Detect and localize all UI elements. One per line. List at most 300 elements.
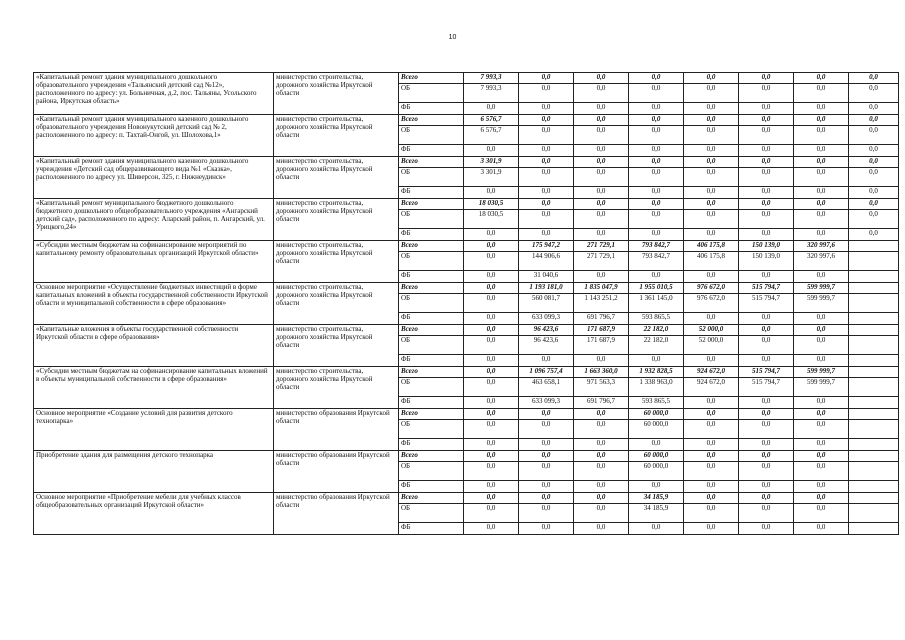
amount-cell: 0,0 — [684, 168, 739, 187]
amount-cell — [849, 336, 899, 355]
funding-source: ФБ — [399, 229, 464, 241]
funding-source: ФБ — [399, 103, 464, 115]
amount-cell: 0,0 — [519, 115, 574, 126]
funding-source: Всего — [399, 409, 464, 420]
amount-cell: 0,0 — [739, 115, 794, 126]
amount-cell: 0,0 — [519, 451, 574, 462]
amount-cell: 0,0 — [574, 84, 629, 103]
amount-cell: 171 687,9 — [574, 325, 629, 336]
amount-cell: 0,0 — [684, 462, 739, 481]
funding-source: ОБ — [399, 210, 464, 229]
funding-source: ОБ — [399, 336, 464, 355]
amount-cell: 0,0 — [629, 73, 684, 84]
amount-cell: 0,0 — [574, 439, 629, 451]
amount-cell: 320 997,6 — [794, 252, 849, 271]
amount-cell: 0,0 — [739, 157, 794, 168]
amount-cell: 0,0 — [739, 73, 794, 84]
amount-cell: 0,0 — [684, 145, 739, 157]
amount-cell: 96 423,6 — [519, 336, 574, 355]
amount-cell: 599 999,7 — [794, 283, 849, 294]
table-row — [34, 493, 899, 504]
amount-cell: 793 842,7 — [629, 252, 684, 271]
amount-cell: 0,0 — [684, 397, 739, 409]
amount-cell: 0,0 — [849, 73, 899, 84]
amount-cell — [849, 378, 899, 397]
amount-cell: 0,0 — [519, 199, 574, 210]
amount-cell: 0,0 — [794, 325, 849, 336]
amount-cell: 691 796,7 — [574, 397, 629, 409]
amount-cell: 0,0 — [739, 355, 794, 367]
amount-cell: 0,0 — [849, 168, 899, 187]
amount-cell: 515 794,7 — [739, 378, 794, 397]
amount-cell: 0,0 — [794, 187, 849, 199]
amount-cell: 18 030,5 — [464, 199, 519, 210]
amount-cell: 0,0 — [464, 271, 519, 283]
amount-cell: 3 301,9 — [464, 168, 519, 187]
funding-source: Всего — [399, 283, 464, 294]
amount-cell: 0,0 — [684, 420, 739, 439]
amount-cell: 0,0 — [794, 504, 849, 523]
amount-cell: 0,0 — [629, 229, 684, 241]
executor-name: министерство строительства, дорожного хозяйства Иркутской области — [274, 115, 399, 157]
amount-cell: 0,0 — [794, 73, 849, 84]
amount-cell: 0,0 — [849, 145, 899, 157]
amount-cell: 6 576,7 — [464, 126, 519, 145]
amount-cell: 0,0 — [794, 145, 849, 157]
amount-cell: 0,0 — [519, 409, 574, 420]
amount-cell: 1 096 757,4 — [519, 367, 574, 378]
amount-cell — [849, 504, 899, 523]
amount-cell: 691 796,7 — [574, 313, 629, 325]
amount-cell: 0,0 — [629, 271, 684, 283]
amount-cell — [849, 355, 899, 367]
funding-source: Всего — [399, 115, 464, 126]
amount-cell: 0,0 — [464, 294, 519, 313]
activity-description: Основное мероприятие «Создание условий для развития детского технопарка» — [34, 409, 274, 451]
amount-cell: 0,0 — [794, 420, 849, 439]
amount-cell: 60 000,0 — [629, 462, 684, 481]
amount-cell — [849, 420, 899, 439]
amount-cell: 0,0 — [519, 462, 574, 481]
amount-cell: 0,0 — [849, 115, 899, 126]
amount-cell — [849, 283, 899, 294]
activity-description: «Капитальный ремонт здания муниципального казенного дошкольного образовательного учреждения Новонукутский детский сад № 2, расположенного по адресу: п. Тахтай-Онгой, ул. Шолохова,1» — [34, 115, 274, 157]
amount-cell: 0,0 — [574, 462, 629, 481]
amount-cell: 0,0 — [794, 451, 849, 462]
amount-cell — [849, 439, 899, 451]
amount-cell: 0,0 — [849, 187, 899, 199]
amount-cell: 0,0 — [794, 462, 849, 481]
amount-cell: 52 000,0 — [684, 336, 739, 355]
amount-cell: 34 185,9 — [629, 493, 684, 504]
amount-cell: 1 361 145,0 — [629, 294, 684, 313]
amount-cell: 0,0 — [794, 157, 849, 168]
amount-cell: 0,0 — [739, 126, 794, 145]
funding-source: ФБ — [399, 145, 464, 157]
amount-cell — [849, 367, 899, 378]
amount-cell: 0,0 — [464, 325, 519, 336]
amount-cell: 0,0 — [684, 229, 739, 241]
amount-cell: 0,0 — [574, 210, 629, 229]
funding-source: ОБ — [399, 168, 464, 187]
amount-cell: 0,0 — [519, 157, 574, 168]
funding-source: ФБ — [399, 481, 464, 493]
amount-cell: 793 842,7 — [629, 241, 684, 252]
funding-source: ОБ — [399, 462, 464, 481]
amount-cell: 0,0 — [849, 103, 899, 115]
executor-name: министерство строительства, дорожного хозяйства Иркутской области — [274, 157, 399, 199]
amount-cell: 0,0 — [684, 271, 739, 283]
amount-cell: 0,0 — [849, 199, 899, 210]
amount-cell: 0,0 — [629, 355, 684, 367]
funding-source: ФБ — [399, 355, 464, 367]
amount-cell: 1 932 828,5 — [629, 367, 684, 378]
amount-cell — [849, 397, 899, 409]
amount-cell: 515 794,7 — [739, 283, 794, 294]
amount-cell: 0,0 — [629, 103, 684, 115]
funding-source: Всего — [399, 493, 464, 504]
amount-cell: 175 947,2 — [519, 241, 574, 252]
amount-cell — [849, 451, 899, 462]
amount-cell: 34 185,9 — [629, 504, 684, 523]
amount-cell: 1 663 360,0 — [574, 367, 629, 378]
amount-cell: 0,0 — [464, 145, 519, 157]
funding-source: ОБ — [399, 84, 464, 103]
amount-cell — [849, 481, 899, 493]
amount-cell — [849, 294, 899, 313]
amount-cell: 0,0 — [519, 187, 574, 199]
amount-cell: 0,0 — [464, 420, 519, 439]
amount-cell: 0,0 — [684, 451, 739, 462]
amount-cell: 52 000,0 — [684, 325, 739, 336]
amount-cell: 1 143 251,2 — [574, 294, 629, 313]
funding-source: ОБ — [399, 252, 464, 271]
amount-cell: 0,0 — [519, 420, 574, 439]
amount-cell: 0,0 — [464, 355, 519, 367]
funding-source: Всего — [399, 157, 464, 168]
amount-cell: 515 794,7 — [739, 367, 794, 378]
amount-cell: 924 672,0 — [684, 378, 739, 397]
amount-cell: 0,0 — [794, 210, 849, 229]
amount-cell: 924 672,0 — [684, 367, 739, 378]
amount-cell: 96 423,6 — [519, 325, 574, 336]
amount-cell: 22 182,0 — [629, 336, 684, 355]
funding-source: ОБ — [399, 504, 464, 523]
amount-cell: 0,0 — [464, 493, 519, 504]
funding-source: ФБ — [399, 187, 464, 199]
amount-cell: 0,0 — [629, 210, 684, 229]
amount-cell: 0,0 — [739, 336, 794, 355]
amount-cell: 0,0 — [739, 271, 794, 283]
amount-cell: 593 865,5 — [629, 397, 684, 409]
table-row — [34, 283, 899, 294]
amount-cell: 0,0 — [574, 126, 629, 145]
amount-cell: 18 030,5 — [464, 210, 519, 229]
amount-cell: 0,0 — [739, 145, 794, 157]
amount-cell: 599 999,7 — [794, 378, 849, 397]
table-row — [34, 325, 899, 336]
amount-cell: 0,0 — [739, 199, 794, 210]
amount-cell: 0,0 — [739, 84, 794, 103]
amount-cell: 0,0 — [794, 271, 849, 283]
amount-cell: 0,0 — [684, 126, 739, 145]
amount-cell: 0,0 — [684, 187, 739, 199]
amount-cell: 1 835 047,9 — [574, 283, 629, 294]
amount-cell: 971 563,3 — [574, 378, 629, 397]
amount-cell: 0,0 — [794, 523, 849, 535]
amount-cell: 0,0 — [739, 493, 794, 504]
table-row — [34, 73, 899, 84]
amount-cell: 31 040,6 — [519, 271, 574, 283]
amount-cell: 0,0 — [574, 145, 629, 157]
funding-source: Всего — [399, 199, 464, 210]
table-row — [34, 367, 899, 378]
amount-cell — [849, 493, 899, 504]
amount-cell: 0,0 — [629, 439, 684, 451]
amount-cell: 0,0 — [574, 493, 629, 504]
activity-description: «Капитальный ремонт муниципального бюджетного дошкольного бюджетного дошкольного общеобразовательного учреждения «Ангарский детский сад», расположенного по адресу: Аларский район, п. Ангарский, ул. Урицкого,24» — [34, 199, 274, 241]
activity-description: «Капитальный ремонт здания муниципального казенного дошкольного учреждения «Детский сад общеразвивающего вида №1 «Сказка», расположенного по адресу ул. Шиверсон, 325, г. Нижнеудинск» — [34, 157, 274, 199]
amount-cell: 560 081,7 — [519, 294, 574, 313]
amount-cell: 271 729,1 — [574, 252, 629, 271]
amount-cell: 7 993,3 — [464, 73, 519, 84]
amount-cell: 599 999,7 — [794, 294, 849, 313]
funding-source: ФБ — [399, 523, 464, 535]
amount-cell: 0,0 — [794, 481, 849, 493]
amount-cell: 0,0 — [739, 451, 794, 462]
amount-cell: 0,0 — [464, 481, 519, 493]
amount-cell — [849, 271, 899, 283]
amount-cell: 0,0 — [574, 157, 629, 168]
amount-cell: 0,0 — [739, 210, 794, 229]
amount-cell: 0,0 — [739, 409, 794, 420]
executor-name: министерство строительства, дорожного хозяйства Иркутской области — [274, 325, 399, 367]
amount-cell: 0,0 — [739, 397, 794, 409]
amount-cell: 0,0 — [684, 199, 739, 210]
amount-cell: 599 999,7 — [794, 367, 849, 378]
funding-source: ОБ — [399, 126, 464, 145]
amount-cell: 271 729,1 — [574, 241, 629, 252]
amount-cell: 0,0 — [739, 187, 794, 199]
amount-cell: 0,0 — [849, 126, 899, 145]
amount-cell: 0,0 — [629, 199, 684, 210]
amount-cell — [849, 409, 899, 420]
amount-cell: 0,0 — [794, 229, 849, 241]
amount-cell: 1 338 963,0 — [629, 378, 684, 397]
table-row — [34, 157, 899, 168]
amount-cell: 0,0 — [684, 313, 739, 325]
amount-cell: 0,0 — [574, 103, 629, 115]
amount-cell: 0,0 — [684, 115, 739, 126]
amount-cell: 0,0 — [574, 409, 629, 420]
amount-cell: 0,0 — [574, 115, 629, 126]
amount-cell: 633 099,3 — [519, 397, 574, 409]
funding-source: ОБ — [399, 378, 464, 397]
amount-cell: 0,0 — [684, 210, 739, 229]
amount-cell: 0,0 — [519, 103, 574, 115]
amount-cell: 0,0 — [794, 115, 849, 126]
amount-cell: 1 193 181,0 — [519, 283, 574, 294]
funding-source: ФБ — [399, 439, 464, 451]
amount-cell: 0,0 — [519, 229, 574, 241]
amount-cell: 0,0 — [574, 523, 629, 535]
amount-cell: 0,0 — [629, 157, 684, 168]
activity-description: Приобретение здания для размещения детского технопарка — [34, 451, 274, 493]
table-row — [34, 241, 899, 252]
amount-cell: 0,0 — [849, 157, 899, 168]
amount-cell: 0,0 — [739, 420, 794, 439]
amount-cell: 406 175,8 — [684, 241, 739, 252]
amount-cell: 0,0 — [574, 481, 629, 493]
amount-cell: 0,0 — [464, 103, 519, 115]
amount-cell: 320 997,6 — [794, 241, 849, 252]
amount-cell: 0,0 — [739, 481, 794, 493]
executor-name: министерство образования Иркутской области — [274, 493, 399, 535]
amount-cell: 150 139,0 — [739, 241, 794, 252]
amount-cell — [849, 523, 899, 535]
amount-cell: 0,0 — [684, 355, 739, 367]
funding-source: ФБ — [399, 271, 464, 283]
executor-name: министерство строительства, дорожного хозяйства Иркутской области — [274, 367, 399, 409]
amount-cell: 0,0 — [519, 210, 574, 229]
amount-cell: 6 576,7 — [464, 115, 519, 126]
funding-source: ФБ — [399, 313, 464, 325]
amount-cell: 0,0 — [519, 73, 574, 84]
funding-source: ОБ — [399, 294, 464, 313]
amount-cell: 0,0 — [739, 168, 794, 187]
amount-cell: 0,0 — [684, 409, 739, 420]
amount-cell — [849, 252, 899, 271]
amount-cell: 60 000,0 — [629, 420, 684, 439]
amount-cell: 0,0 — [464, 241, 519, 252]
amount-cell: 0,0 — [794, 199, 849, 210]
activity-description: «Субсидии местным бюджетам на софинансирование капитальных вложений в объекты муниципальной собственности в сфере образования» — [34, 367, 274, 409]
table-row — [34, 115, 899, 126]
amount-cell: 0,0 — [519, 523, 574, 535]
amount-cell: 0,0 — [464, 336, 519, 355]
amount-cell: 0,0 — [464, 462, 519, 481]
executor-name: министерство строительства, дорожного хозяйства Иркутской области — [274, 73, 399, 115]
amount-cell: 0,0 — [629, 126, 684, 145]
amount-cell: 0,0 — [464, 451, 519, 462]
amount-cell: 0,0 — [794, 313, 849, 325]
amount-cell: 144 906,6 — [519, 252, 574, 271]
amount-cell: 0,0 — [739, 313, 794, 325]
amount-cell: 0,0 — [739, 504, 794, 523]
amount-cell: 0,0 — [574, 229, 629, 241]
amount-cell: 0,0 — [794, 355, 849, 367]
funding-source: ФБ — [399, 397, 464, 409]
amount-cell: 150 139,0 — [739, 252, 794, 271]
amount-cell: 0,0 — [794, 409, 849, 420]
amount-cell: 0,0 — [464, 367, 519, 378]
amount-cell: 0,0 — [794, 168, 849, 187]
amount-cell: 0,0 — [684, 157, 739, 168]
executor-name: министерство строительства, дорожного хозяйства Иркутской области — [274, 199, 399, 241]
table-row — [34, 451, 899, 462]
amount-cell: 0,0 — [574, 451, 629, 462]
amount-cell — [849, 462, 899, 481]
activity-description: «Субсидии местным бюджетам на софинансирование мероприятий по капитальному ремонту образовательных организаций Иркутской области» — [34, 241, 274, 283]
amount-cell: 593 865,5 — [629, 313, 684, 325]
funding-source: Всего — [399, 367, 464, 378]
amount-cell: 0,0 — [464, 283, 519, 294]
amount-cell: 0,0 — [794, 336, 849, 355]
amount-cell: 0,0 — [794, 126, 849, 145]
amount-cell: 0,0 — [739, 439, 794, 451]
amount-cell: 0,0 — [574, 168, 629, 187]
activity-description: Основное мероприятие «Приобретение мебели для учебных классов общеобразовательных организаций Иркутской области» — [34, 493, 274, 535]
amount-cell: 0,0 — [519, 493, 574, 504]
amount-cell: 0,0 — [464, 187, 519, 199]
table-row — [34, 199, 899, 210]
executor-name: министерство строительства, дорожного хозяйства Иркутской области — [274, 241, 399, 283]
amount-cell: 976 672,0 — [684, 283, 739, 294]
amount-cell: 0,0 — [574, 355, 629, 367]
amount-cell: 0,0 — [464, 523, 519, 535]
amount-cell: 0,0 — [464, 504, 519, 523]
amount-cell: 0,0 — [464, 409, 519, 420]
amount-cell: 0,0 — [519, 168, 574, 187]
amount-cell: 0,0 — [574, 73, 629, 84]
amount-cell: 0,0 — [794, 493, 849, 504]
amount-cell: 0,0 — [684, 73, 739, 84]
amount-cell: 0,0 — [684, 103, 739, 115]
amount-cell: 0,0 — [574, 199, 629, 210]
amount-cell: 0,0 — [739, 325, 794, 336]
amount-cell: 976 672,0 — [684, 294, 739, 313]
amount-cell: 463 658,1 — [519, 378, 574, 397]
funding-source: Всего — [399, 73, 464, 84]
amount-cell: 406 175,8 — [684, 252, 739, 271]
amount-cell: 0,0 — [684, 504, 739, 523]
page-number: 10 — [448, 34, 457, 41]
funding-source: Всего — [399, 451, 464, 462]
amount-cell: 0,0 — [739, 229, 794, 241]
amount-cell: 0,0 — [794, 439, 849, 451]
amount-cell: 0,0 — [849, 229, 899, 241]
budget-table — [33, 72, 899, 535]
amount-cell: 0,0 — [519, 481, 574, 493]
amount-cell: 0,0 — [464, 252, 519, 271]
activity-description: «Капитальный ремонт здания муниципального дошкольного образовательного учреждения «Тальянский детский сад №12», расположенного по адресу: ул. Больничная, д.2, пос. Тальяны, Усольского района, Иркутская область» — [34, 73, 274, 115]
amount-cell: 0,0 — [629, 115, 684, 126]
amount-cell: 171 687,9 — [574, 336, 629, 355]
amount-cell: 0,0 — [464, 397, 519, 409]
funding-source: Всего — [399, 325, 464, 336]
amount-cell: 0,0 — [519, 84, 574, 103]
executor-name: министерство образования Иркутской области — [274, 409, 399, 451]
amount-cell: 0,0 — [739, 103, 794, 115]
amount-cell: 0,0 — [629, 168, 684, 187]
amount-cell: 0,0 — [849, 210, 899, 229]
amount-cell: 0,0 — [574, 504, 629, 523]
amount-cell: 0,0 — [629, 84, 684, 103]
funding-source: Всего — [399, 241, 464, 252]
amount-cell: 1 955 010,5 — [629, 283, 684, 294]
amount-cell — [849, 241, 899, 252]
amount-cell: 0,0 — [629, 145, 684, 157]
amount-cell: 22 182,0 — [629, 325, 684, 336]
amount-cell: 0,0 — [519, 126, 574, 145]
amount-cell: 515 794,7 — [739, 294, 794, 313]
amount-cell: 0,0 — [684, 439, 739, 451]
amount-cell: 3 301,9 — [464, 157, 519, 168]
amount-cell: 0,0 — [629, 523, 684, 535]
amount-cell: 0,0 — [519, 504, 574, 523]
amount-cell: 0,0 — [794, 84, 849, 103]
amount-cell: 0,0 — [629, 481, 684, 493]
